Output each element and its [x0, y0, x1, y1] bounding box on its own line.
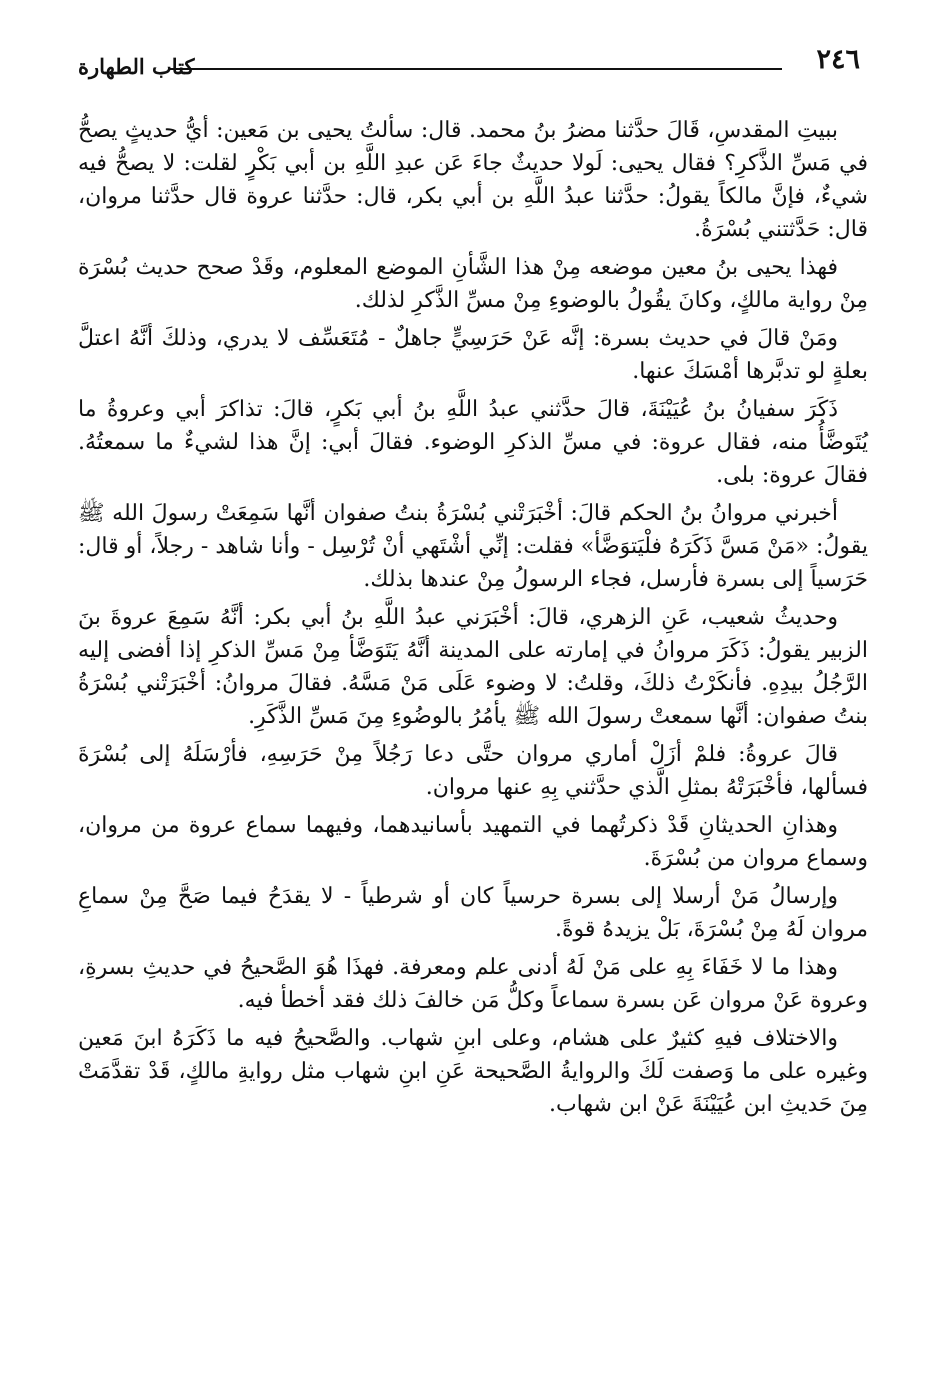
paragraph: أخبرني مروانُ بنُ الحكم قالَ: أخْبَرَتْني بُسْرَةُ بنتُ صفوان أنَّها سَمِعَتْ رسولَ الله ﷺ يقولُ: «مَنْ مَسَّ ذَكَرَهُ فلْيَتوَضَّأ» فقلت: إنِّي أشْتَهي أنْ تُرْسِل - وأنا شاهد - رجلاً، أو قال: حَرَسياً إلى بسرة فأرسل، فجاء الرسولُ مِنْ عندها بذلك. [78, 501, 868, 592]
book-title: كتاب الطهارة [78, 54, 195, 79]
paragraph: ببيتِ المقدسِ، قَالَ حدَّثنا مضرُ بنُ محمد. قال: سألتُ يحيى بن مَعين: أيُّ حديثٍ يصحُّ في مَسِّ الذَّكرِ؟ فقال يحيى: لَولا حديثٌ جاءَ عَن عبدِ اللَّهِ بن أبي بَكْرٍ لقلت: لا يصحُّ فيه شيءٌ، فإنَّ مالكاً يقولُ: حدَّثنا عبدُ اللَّهِ بن أبي بكر، قال: حدَّثنا عروة قال حدَّثنا مروان، قال: حَدَّثتني بُسْرَةُ. [78, 118, 868, 242]
paragraph: وإرسالُ مَنْ أرسلا إلى بسرة حرسياً كان أو شرطياً - لا يقدَحُ فيما صَحَّ مِنْ سماعِ مروان لَهُ مِنْ بُسْرَةَ، بَلْ يزيدهُ قوةً. [78, 884, 868, 942]
paragraph: والاختلاف فيهِ كثيرٌ على هشام، وعلى ابنِ شهاب. والصَّحيحُ فيه ما ذَكَرَهُ ابنَ مَعين وغيره على ما وَصفت لَكَ والروايةُ الصَّحيحة عَنِ ابنِ شهاب مثل روايةِ مالكٍ، قَدْ تقدَّمَتْ مِنَ حَديثِ ابن عُيَيْنَةَ عَنْ ابن شهاب. [78, 1026, 868, 1117]
paragraph: وهذانِ الحديثانِ قَدْ ذكرتُهما في التمهيد بأسانيدهما، وفيهما سماع عروة من مروان، وسماع مروان من بُسْرَةَ. [78, 813, 868, 871]
paragraph: فهذا يحيى بنُ معين موضعه مِنْ هذا الشَّأنِ الموضع المعلوم، وقَدْ صحح حديث بُسْرَة مِنْ رواية مالكٍ، وكانَ يقُولُ بالوضوءِ مِنْ مسِّ الذَّكرِ لذلك. [78, 255, 868, 313]
header-rule [170, 68, 782, 70]
paragraph: ومَنْ قالَ في حديث بسرة: إنَّه عَنْ حَرَسِيٍّ جاهلٌ - مُتَعَسِّف لا يدري، وذلكَ أنَّهُ اعتلَّ بعلةٍ لو تدبَّرها أمْسَكَ عنها. [78, 326, 868, 384]
paragraph: ذَكَرَ سفيانُ بنُ عُيَيْنَةَ، قالَ حدَّثني عبدُ اللَّهِ بنُ أبي بَكرٍ، قالَ: تذاكرَ أبي وعروةُ ما يُتَوضَّأُ منه، فقال عروة: في مسِّ الذكرِ الوضوء. فقالَ أبي: إنَّ هذا لشيءٌ ما سمعتُهُ. فقالَ عروة: بلى. [78, 397, 868, 488]
page-header [78, 34, 868, 84]
paragraph: وحديثُ شعيب، عَنِ الزهري، قالَ: أخْبَرَني عبدُ اللَّهِ بنُ أبي بكر: أنَّهُ سَمِعَ عروةَ بنَ الزبير يقولُ: ذَكَرَ مروانُ في إمارته على المدينة أنَّهُ يَتَوَضَّأ مِنْ مَسِّ الذكرِ إذا أفضى إليه الرَّجُلُ بيدِهِ. فأنكَرْتُ ذلكَ، وقلتُ: لا وضوء عَلَى مَنْ مَسَّهُ. فقالَ مروانُ: أخْبَرَتْني بُسْرَةُ بنتُ صفوان: أنَّها سمعتْ رسولَ الله ﷺ يأمُرُ بالوضُوءِ مِنَ مَسِّ الذَّكَرِ. [78, 605, 868, 729]
page-body [78, 114, 868, 1121]
book-page [78, 34, 868, 1364]
paragraph: قالَ عروةُ: فلمْ أزَلْ أماري مروان حتَّى دعا رَجُلاً مِنْ حَرَسِهِ، فأرْسَلَهُ إلى بُسْرَةَ فسألها، فأخْبَرَتْهُ بمثلِ الَّذي حدَّثني بِهِ عنها مروان. [78, 742, 868, 800]
paragraph: وهذا ما لا خَفَاءَ بِهِ على مَنْ لَهُ أدنى علم ومعرفة. فهذَا هُوَ الصَّحيحُ في حديثِ بسرةِ، وعروة عَنْ مروان عَن بسرة سماعاً وكلُّ مَن خالفَ ذلك فقد أخطأ فيه. [78, 955, 868, 1013]
page-number: ٢٤٦ [816, 44, 860, 75]
